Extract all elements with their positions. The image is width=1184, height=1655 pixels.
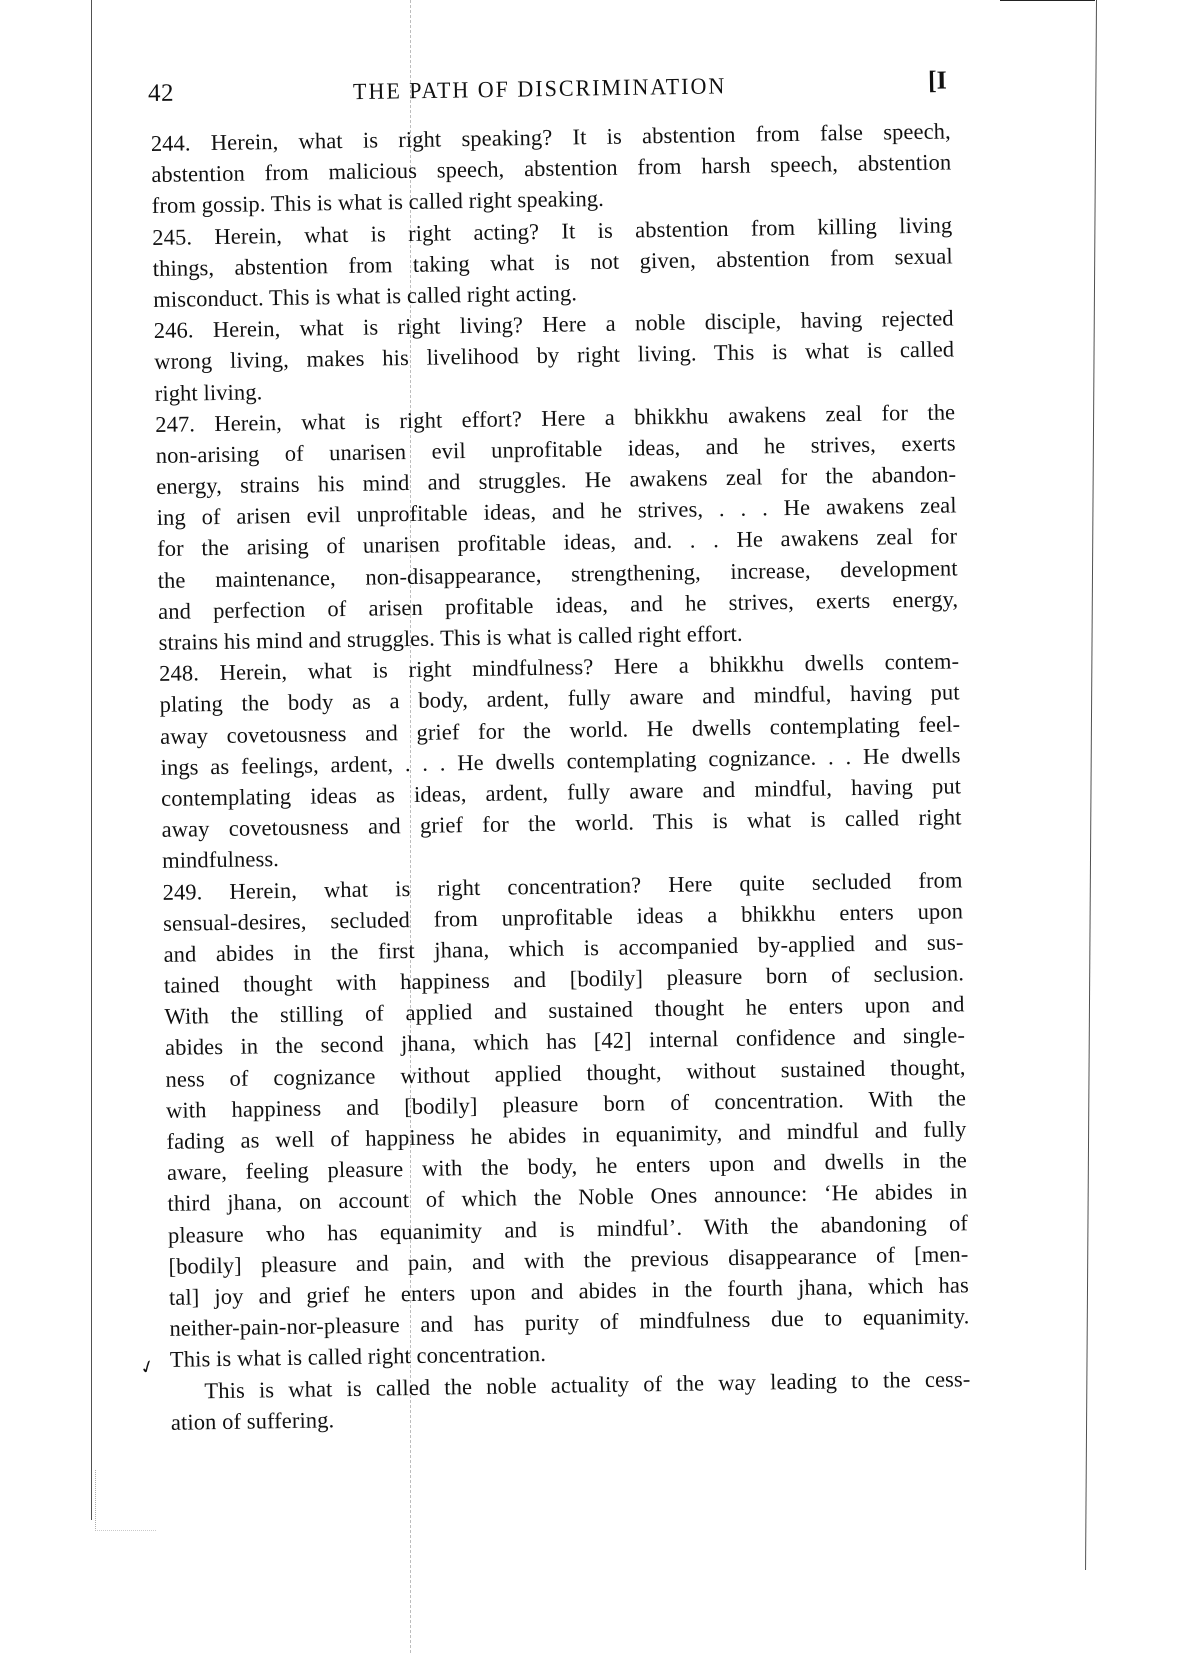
paragraph-244 <box>151 115 952 221</box>
text-line: contemplating ideas as ideas, ardent, fully aware and mindful, having put <box>160 773 962 811</box>
text-line: with happiness and [bodily] pleasure born of concentration. With the <box>165 1085 967 1123</box>
section-marker: [I <box>927 65 947 95</box>
text-line: 247. Herein, what is right effort? Here a bhikkhu awakens zeal for the <box>155 399 956 437</box>
text-line: tal] joy and grief he enters upon and abides in the fourth jhana, which has <box>168 1272 970 1310</box>
paragraph-closing <box>170 1363 971 1438</box>
text-line: sensual-desires, secluded from unprofitable ideas a bhikkhu enters upon <box>162 898 964 936</box>
text-line: 244. Herein, what is right speaking? It is abstention from false speech, <box>150 118 951 156</box>
text-line: plating the body as a body, ardent, fully aware and mindful, having put <box>159 679 960 718</box>
text-line: energy, strains his mind and struggles. He awakens zeal for the abandon- <box>156 461 957 500</box>
text-line: ation of suffering. <box>170 1406 335 1435</box>
text-line: neither-pain-nor-pleasure and has purity of mindfulness due to equanimity. <box>169 1303 970 1341</box>
paragraph-245 <box>152 209 953 315</box>
text-line: ing of arisen evil unprofitable ideas, and he strives, . . . He awakens zeal <box>156 492 957 531</box>
text-line: This is what is called right concentration. <box>169 1341 547 1373</box>
text-line: non-arising of unarisen evil unprofitable ideas, and he strives, exerts <box>155 430 956 468</box>
paragraph-246 <box>154 303 955 409</box>
text-line: from gossip. This is what is called right speaking. <box>151 186 605 219</box>
text-line: 245. Herein, what is right acting? It is abstention from killing living <box>152 211 953 250</box>
text-line: abides in the second jhana, which has [42] internal confidence and single- <box>164 1022 966 1061</box>
text-line: things, abstention from taking what is not given, abstention from sexual <box>152 243 953 281</box>
paragraph-247 <box>155 396 959 658</box>
margin-check-mark-icon: ✓ <box>136 1355 158 1380</box>
page-number: 42 <box>147 79 175 108</box>
text-line: 249. Herein, what is right concentration? Here quite secluded from <box>162 866 963 905</box>
paragraph-248 <box>159 646 962 877</box>
text-line: and abides in the first jhana, which is accompanied by-applied and sus- <box>163 929 964 967</box>
text-line: ness of cognizance without applied thought, without sustained thought, <box>165 1053 966 1092</box>
text-line: pleasure who has equanimity and is mindful’. With the abandoning of <box>167 1209 969 1248</box>
page-header <box>148 67 948 116</box>
text-line: abstention from malicious speech, abstention from harsh speech, abstention <box>151 149 952 188</box>
text-line: away covetousness and grief for the world. He dwells contemplating feel- <box>159 710 961 749</box>
text-line: tained thought with happiness and [bodily] pleasure born of seclusion. <box>163 960 965 998</box>
text-line: strains his mind and struggles. This is what is called right effort. <box>158 620 743 655</box>
text-line: ings as feelings, ardent, . . . He dwells contemplating cognizance. . . He dwells <box>160 742 961 780</box>
paragraph-249 <box>162 864 970 1376</box>
text-line: third jhana, on account of which the Noble Ones announce: ‘He abides in <box>167 1178 968 1217</box>
text-line: the maintenance, non-disappearance, strengthening, increase, development <box>157 555 958 593</box>
text-line: With the stilling of applied and sustained thought he enters upon and <box>164 991 965 1030</box>
text-line: aware, feeling pleasure with the body, he enters upon and dwells in the <box>166 1147 968 1186</box>
text-line: for the arising of unarisen profitable ideas, and. . . He awakens zeal for <box>157 523 958 562</box>
text-line: away covetousness and grief for the world. This is what is called right <box>161 804 962 843</box>
text-line: right living. <box>154 378 263 406</box>
running-title: THE PATH OF DISCRIMINATION <box>352 72 727 105</box>
text-line: fading as well of happiness he abides in equanimity, and mindful and fully <box>166 1116 967 1154</box>
text-line: 246. Herein, what is right living? Here a noble disciple, having rejected <box>153 305 954 344</box>
text-line: mindfulness. <box>161 846 280 874</box>
text-line: and perfection of arisen profitable ideas, and he strives, exerts energy, <box>157 586 959 624</box>
text-line: [bodily] pleasure and pain, and with the previous disappearance of [men- <box>168 1241 969 1279</box>
text-line: 248. Herein, what is right mindfulness? Here a bhikkhu dwells contem- <box>158 648 960 687</box>
text-line: This is what is called the noble actuality of the way leading to the cess- <box>204 1365 971 1403</box>
text-line: misconduct. This is what is called right acting. <box>153 280 578 312</box>
page-body <box>151 115 971 1437</box>
text-line: wrong living, makes his livelihood by right living. This is what is called <box>154 336 955 375</box>
